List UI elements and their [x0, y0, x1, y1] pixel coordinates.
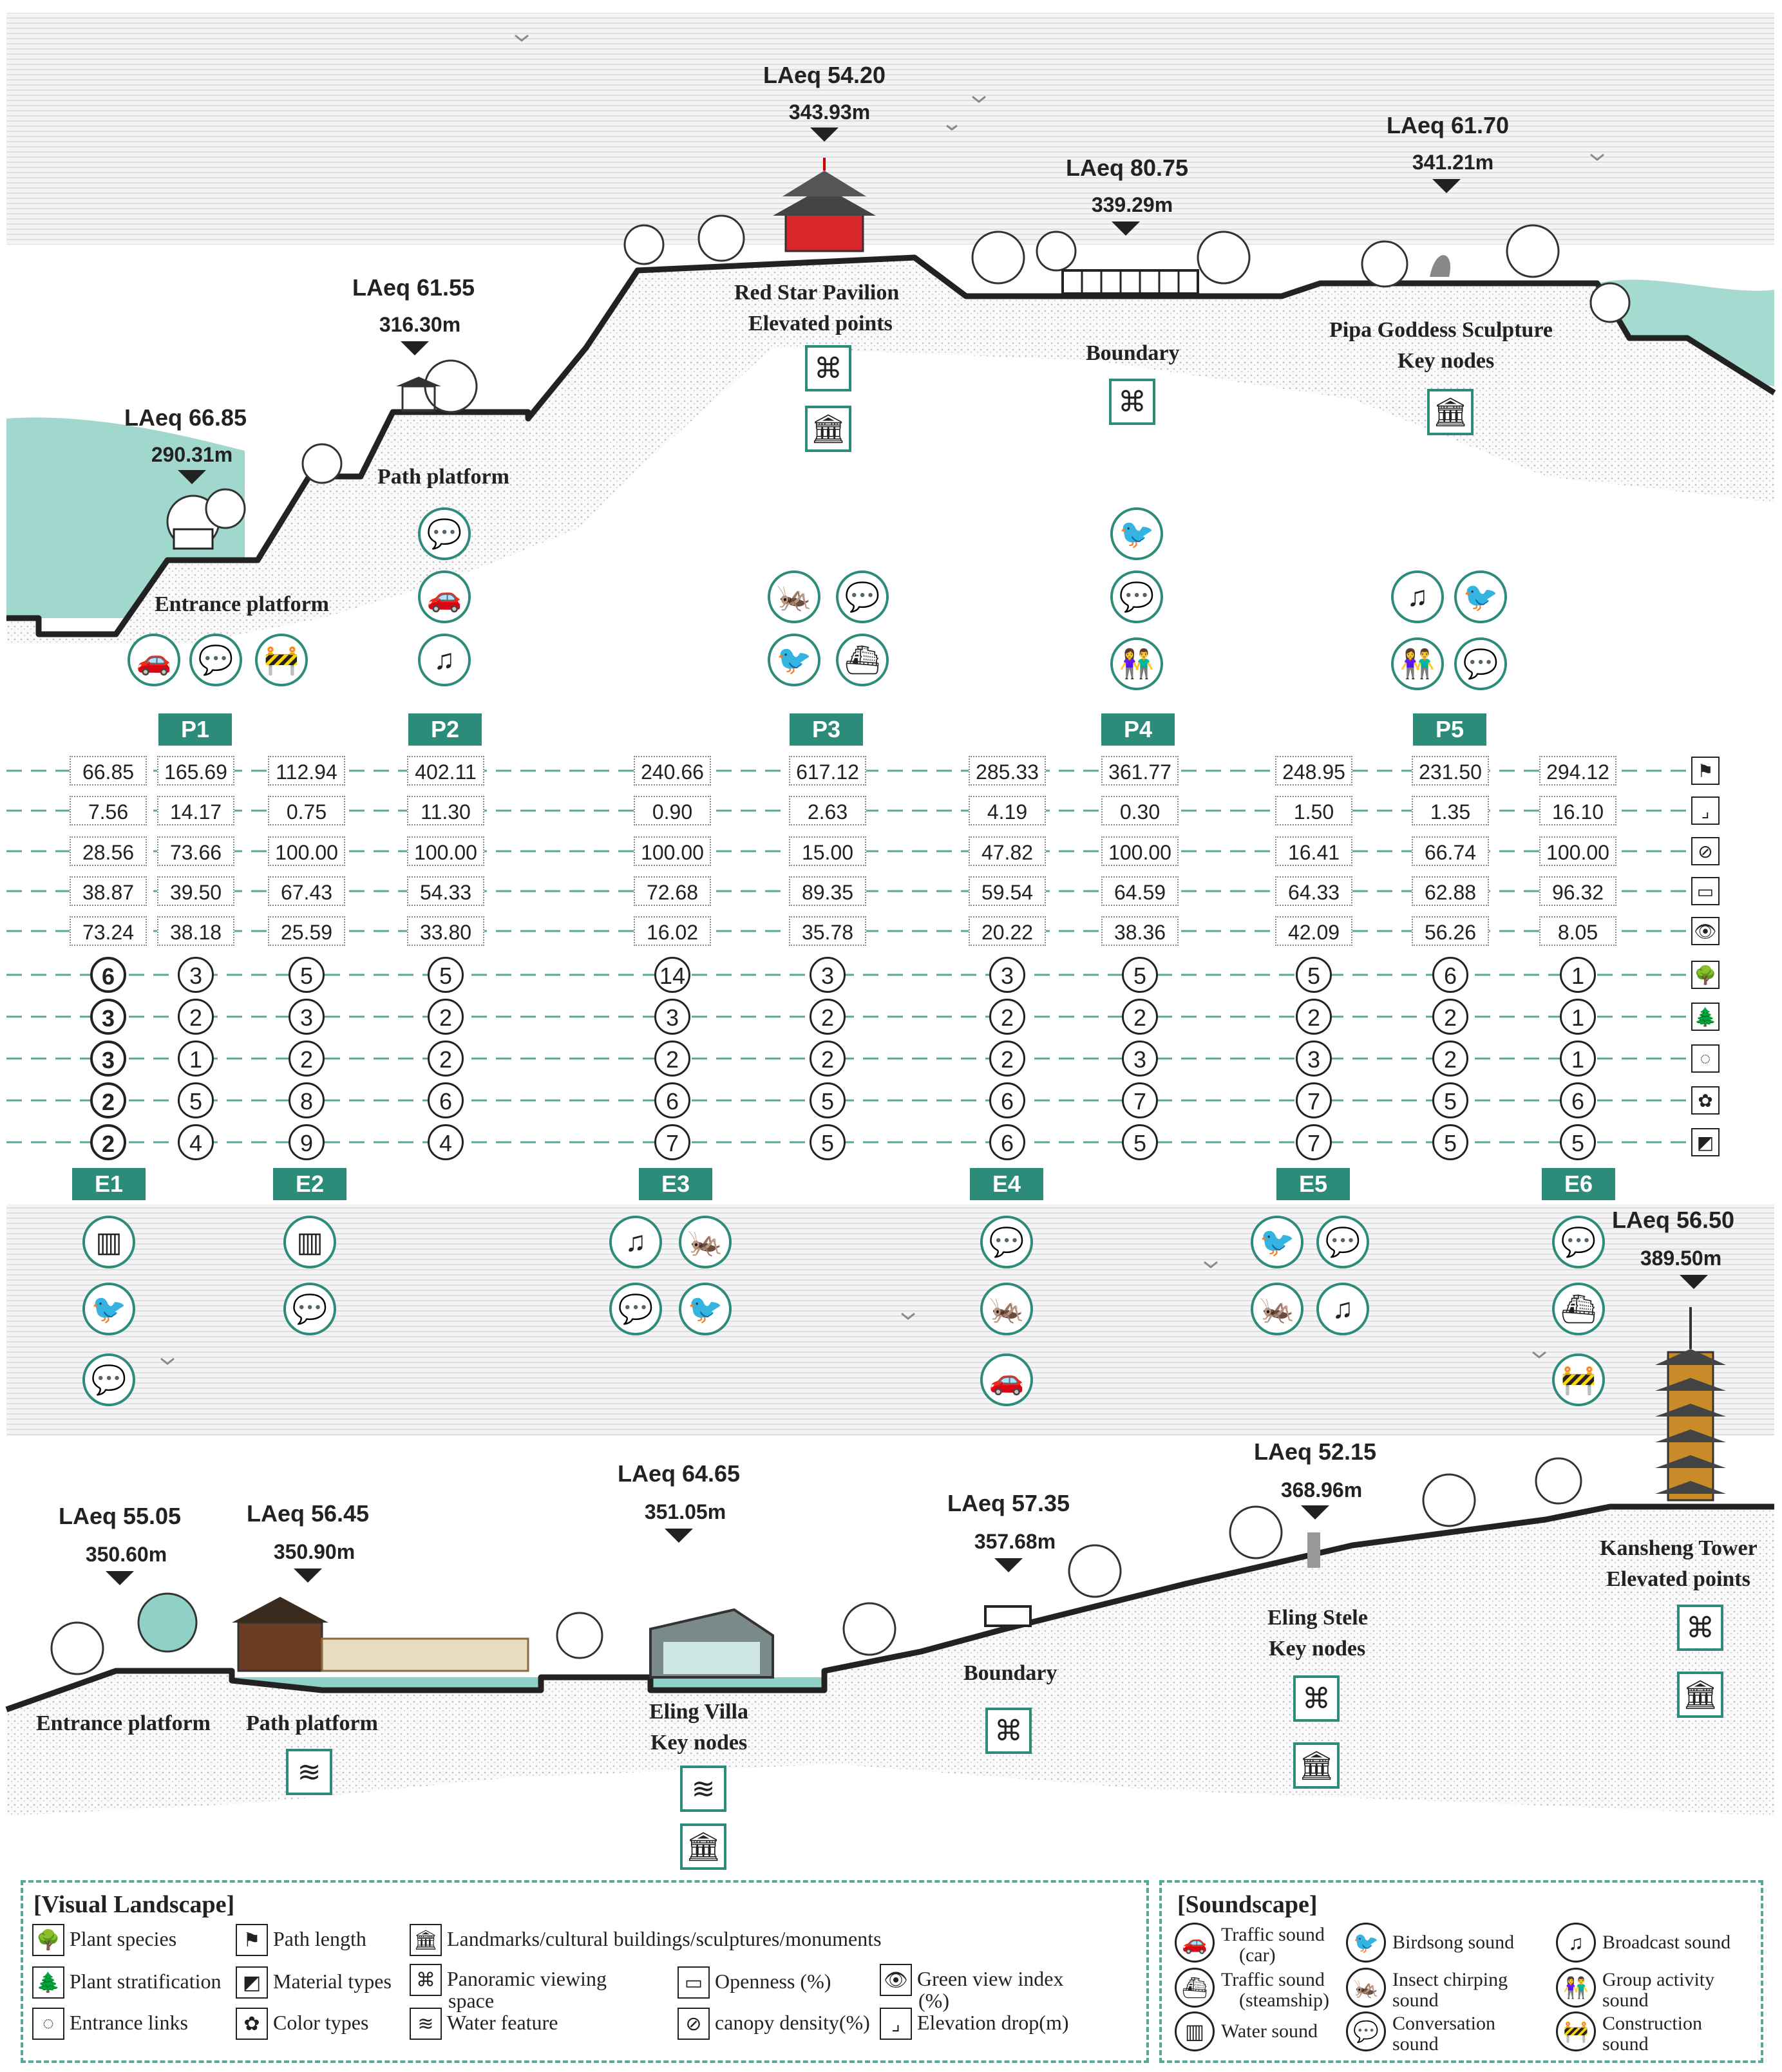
construction-icon: 🚧	[1552, 1353, 1605, 1406]
count-circle: 3	[90, 999, 126, 1035]
count-circle: 2	[1432, 999, 1468, 1035]
legend-title: [Soundscape]	[1177, 1891, 1318, 1918]
green-view-icon: 👁	[880, 1964, 912, 1996]
plant-species-icon: 🌳	[1691, 961, 1720, 989]
laeq-value: LAeq 64.65	[617, 1460, 741, 1487]
car-icon: 🚗	[128, 634, 180, 686]
table-cell: 67.43	[268, 876, 345, 906]
legend-label: (car)	[1239, 1945, 1276, 1966]
landmark-icon: 🏛	[680, 1823, 726, 1870]
group-icon: 👫	[1110, 637, 1163, 690]
count-circle: 4	[178, 1124, 214, 1160]
marker-triangle	[1680, 1275, 1708, 1289]
table-cell: 16.02	[634, 916, 711, 946]
point-badge: P4	[1101, 713, 1175, 746]
count-circle: 1	[1560, 999, 1596, 1035]
count-circle: 8	[289, 1082, 325, 1118]
conversation-icon: 💬	[418, 507, 471, 560]
legend-label: canopy density(%)	[715, 2011, 870, 2034]
marker-triangle	[1112, 221, 1140, 236]
count-circle: 1	[1560, 1041, 1596, 1077]
material-types-icon: ◩	[236, 1966, 268, 1999]
table-cell: 100.00	[407, 836, 484, 866]
count-circle: 7	[1122, 1082, 1158, 1118]
table-cell: 73.66	[157, 836, 234, 866]
count-circle: 2	[810, 1041, 846, 1077]
count-circle: 2	[1296, 999, 1332, 1035]
legend-label: Conversation	[1392, 2013, 1495, 2034]
legend-label: sound	[1602, 1990, 1649, 2011]
table-cell: 402.11	[407, 756, 484, 786]
canopy-density-icon: ⊘	[1691, 837, 1720, 865]
section-label: Kansheng Tower	[1600, 1536, 1758, 1560]
count-circle: 2	[989, 999, 1025, 1035]
table-cell: 64.59	[1101, 876, 1179, 906]
visual-landscape-legend	[21, 1880, 1149, 2063]
group-icon: 👫	[1556, 1968, 1596, 2008]
table-cell: 54.33	[407, 876, 484, 906]
count-circle: 2	[90, 1124, 126, 1160]
count-circle: 6	[1432, 957, 1468, 993]
table-cell: 0.90	[634, 796, 711, 825]
elevation-value: 290.31m	[151, 443, 233, 466]
entrance-links-icon: ◌	[1691, 1044, 1720, 1073]
table-cell: 361.77	[1101, 756, 1179, 786]
legend-label: (%)	[918, 1989, 949, 2012]
table-cell: 66.85	[70, 756, 147, 786]
table-cell: 0.30	[1101, 796, 1179, 825]
count-circle: 3	[654, 999, 690, 1035]
car-icon: 🚗	[418, 570, 471, 623]
openness-icon: ▭	[678, 1966, 710, 1999]
table-cell: 248.95	[1275, 756, 1352, 786]
water-feature-icon: ≋	[410, 2008, 442, 2040]
legend-label: Group activity	[1602, 1969, 1715, 1990]
conversation-icon: 💬	[836, 570, 889, 623]
table-cell: 35.78	[789, 916, 866, 946]
legend-label: sound	[1392, 2033, 1439, 2055]
table-cell: 72.68	[634, 876, 711, 906]
green-view-icon: 👁	[1691, 917, 1720, 945]
insect-icon: 🦗	[679, 1216, 732, 1268]
count-circle: 2	[654, 1041, 690, 1077]
water-sound-icon: ▥	[283, 1216, 336, 1268]
panoramic-icon: ⌘	[1677, 1605, 1723, 1651]
table-cell: 47.82	[969, 836, 1046, 866]
panoramic-icon: ⌘	[410, 1964, 442, 1996]
table-cell: 231.50	[1412, 756, 1489, 786]
section-label: Key nodes	[1269, 1637, 1366, 1661]
count-circle: 5	[810, 1082, 846, 1118]
section-label: Red Star Pavilion	[734, 281, 900, 305]
legend-label: Water feature	[447, 2011, 558, 2034]
color-types-icon: ✿	[1691, 1086, 1720, 1115]
laeq-value: LAeq 56.50	[1611, 1207, 1735, 1233]
conversation-icon: 💬	[980, 1216, 1033, 1268]
elevation-value: 350.90m	[273, 1540, 355, 1563]
marker-triangle	[665, 1529, 693, 1543]
count-circle: 7	[654, 1124, 690, 1160]
elevation-value: 341.21m	[1412, 151, 1494, 174]
count-circle: 2	[428, 1041, 464, 1077]
water-feature-icon: ≋	[286, 1749, 332, 1795]
point-badge: E3	[639, 1168, 712, 1200]
table-cell: 112.94	[268, 756, 345, 786]
material-types-icon: ◩	[1691, 1128, 1720, 1156]
legend-label: Green view index	[917, 1967, 1064, 1990]
car-icon: 🚗	[1175, 1923, 1215, 1963]
conversation-icon: 💬	[609, 1283, 662, 1335]
path-length-icon: ⚑	[236, 1924, 268, 1956]
legend-label: sound	[1602, 2033, 1649, 2055]
point-badge: E2	[273, 1168, 346, 1200]
music-icon: ♫	[609, 1216, 662, 1268]
table-cell: 2.63	[789, 796, 866, 825]
count-circle: 5	[1122, 957, 1158, 993]
table-cell: 7.56	[70, 796, 147, 825]
legend-label: Plant species	[70, 1927, 177, 1950]
table-cell: 100.00	[634, 836, 711, 866]
conversation-icon: 💬	[1346, 2011, 1386, 2051]
elevation-value: 339.29m	[1091, 193, 1173, 216]
legend-label: Panoramic viewing	[447, 1967, 607, 1990]
elevation-value: 350.60m	[85, 1543, 167, 1566]
count-circle: 2	[1122, 999, 1158, 1035]
count-circle: 2	[178, 999, 214, 1035]
laeq-value: LAeq 66.85	[124, 404, 247, 431]
soundscape-legend	[1159, 1880, 1763, 2063]
music-icon: ♫	[418, 634, 471, 686]
count-circle: 5	[289, 957, 325, 993]
legend-label: Openness (%)	[715, 1970, 831, 1993]
bird-icon: 🐦	[1454, 570, 1507, 623]
legend-label: Insect chirping	[1392, 1969, 1508, 1990]
elevation-drop-icon: ⌟	[880, 2008, 912, 2040]
table-cell: 38.36	[1101, 916, 1179, 946]
count-circle: 5	[178, 1082, 214, 1118]
ship-icon: ⛴	[836, 634, 889, 686]
legend-label: Water sound	[1221, 2020, 1318, 2042]
elevation-value: 316.30m	[379, 313, 461, 336]
table-cell: 28.56	[70, 836, 147, 866]
section-label: Eling Villa	[649, 1700, 748, 1724]
laeq-value: LAeq 55.05	[58, 1503, 182, 1529]
section-label: Entrance platform	[36, 1711, 211, 1735]
point-badge: P3	[790, 713, 863, 746]
point-badge: P2	[408, 713, 482, 746]
count-circle: 6	[989, 1082, 1025, 1118]
entrance-links-icon: ◌	[32, 2008, 64, 2040]
music-icon: ♫	[1316, 1283, 1369, 1335]
count-circle: 3	[1122, 1041, 1158, 1077]
landmark-icon: 🏛	[410, 1924, 442, 1956]
legend-label: Path length	[273, 1927, 366, 1950]
table-cell: 38.87	[70, 876, 147, 906]
point-badge: E4	[970, 1168, 1043, 1200]
table-cell: 38.18	[157, 916, 234, 946]
marker-triangle	[810, 127, 839, 142]
conversation-icon: 💬	[189, 634, 242, 686]
path-pavilion-illustration	[232, 1597, 528, 1671]
table-cell: 165.69	[157, 756, 234, 786]
panoramic-icon: ⌘	[1293, 1675, 1340, 1722]
count-circle: 5	[1432, 1082, 1468, 1118]
table-cell: 25.59	[268, 916, 345, 946]
elevation-value: 368.96m	[1280, 1478, 1363, 1502]
construction-icon: 🚧	[1556, 2011, 1596, 2051]
section-label: Eling Stele	[1267, 1606, 1368, 1630]
legend-label: Traffic sound	[1221, 1969, 1325, 1990]
water-feature-icon: ≋	[680, 1766, 726, 1812]
count-circle: 2	[810, 999, 846, 1035]
table-cell: 100.00	[1101, 836, 1179, 866]
laeq-value: LAeq 61.55	[352, 274, 475, 301]
table-cell: 294.12	[1539, 756, 1616, 786]
laeq-value: LAeq 56.45	[246, 1500, 370, 1527]
count-circle: 7	[1296, 1124, 1332, 1160]
point-badge: E1	[72, 1168, 146, 1200]
count-circle: 5	[810, 1124, 846, 1160]
marker-triangle	[106, 1571, 134, 1585]
count-circle: 5	[1296, 957, 1332, 993]
count-circle: 3	[90, 1041, 126, 1077]
count-circle: 2	[428, 999, 464, 1035]
bird-icon: 🐦	[82, 1283, 135, 1335]
count-circle: 3	[178, 957, 214, 993]
laeq-value: LAeq 61.70	[1386, 112, 1510, 138]
conversation-icon: 💬	[1552, 1216, 1605, 1268]
table-cell: 64.33	[1275, 876, 1352, 906]
legend-label: sound	[1392, 1990, 1439, 2011]
bird-icon: 🐦	[679, 1283, 732, 1335]
marker-triangle	[401, 341, 429, 355]
path-length-icon: ⚑	[1691, 757, 1720, 785]
count-circle: 5	[1122, 1124, 1158, 1160]
point-badge: P1	[158, 713, 232, 746]
legend-label: Entrance links	[70, 2011, 188, 2034]
count-circle: 6	[1560, 1082, 1596, 1118]
legend-label: Plant stratification	[70, 1970, 222, 1993]
insect-icon: 🦗	[1346, 1968, 1386, 2008]
table-cell: 1.50	[1275, 796, 1352, 825]
landmark-icon: 🏛	[805, 406, 851, 452]
count-circle: 5	[1432, 1124, 1468, 1160]
count-circle: 1	[1560, 957, 1596, 993]
insect-icon: 🦗	[980, 1283, 1033, 1335]
count-circle: 2	[289, 1041, 325, 1077]
table-cell: 617.12	[789, 756, 866, 786]
landmark-icon: 🏛	[1293, 1742, 1340, 1789]
eling-villa-illustration	[650, 1610, 773, 1677]
laeq-value: LAeq 80.75	[1065, 155, 1189, 181]
count-circle: 14	[654, 957, 690, 993]
count-circle: 2	[1432, 1041, 1468, 1077]
water-sound-icon: ▥	[1175, 2011, 1215, 2051]
conversation-icon: 💬	[1110, 570, 1163, 623]
conversation-icon: 💬	[1454, 637, 1507, 690]
table-cell: 20.22	[969, 916, 1046, 946]
car-icon: 🚗	[980, 1353, 1033, 1406]
ship-icon: ⛴	[1175, 1968, 1215, 2008]
count-circle: 2	[989, 1041, 1025, 1077]
legend-label: Color types	[273, 2011, 369, 2034]
count-circle: 1	[178, 1041, 214, 1077]
table-cell: 16.10	[1539, 796, 1616, 825]
elevation-value: 357.68m	[974, 1530, 1056, 1553]
conversation-icon: 💬	[283, 1283, 336, 1335]
count-circle: 6	[90, 957, 126, 993]
section-label: Elevated points	[748, 312, 893, 335]
group-icon: 👫	[1391, 637, 1444, 690]
water-sound-icon: ▥	[82, 1216, 135, 1268]
conversation-icon: 💬	[82, 1353, 135, 1406]
table-cell: 33.80	[407, 916, 484, 946]
laeq-value: LAeq 54.20	[763, 62, 886, 88]
table-cell: 11.30	[407, 796, 484, 825]
legend-label: Elevation drop(m)	[917, 2011, 1069, 2034]
bird-icon: 🐦	[1346, 1923, 1386, 1963]
table-cell: 8.05	[1539, 916, 1616, 946]
table-cell: 73.24	[70, 916, 147, 946]
table-cell: 62.88	[1412, 876, 1489, 906]
panoramic-icon: ⌘	[805, 345, 851, 391]
count-circle: 9	[289, 1124, 325, 1160]
bird-icon: 🐦	[1251, 1216, 1303, 1268]
table-cell: 240.66	[634, 756, 711, 786]
section-label: Pipa Goddess Sculpture	[1329, 318, 1553, 342]
elevation-value: 351.05m	[644, 1500, 726, 1523]
table-cell: 56.26	[1412, 916, 1489, 946]
section-label: Entrance platform	[155, 592, 330, 616]
marker-triangle	[994, 1558, 1023, 1572]
panoramic-icon: ⌘	[1109, 379, 1155, 425]
construction-icon: 🚧	[255, 634, 308, 686]
legend-label: (steamship)	[1239, 1990, 1329, 2011]
marker-triangle	[294, 1568, 322, 1583]
landmark-icon: 🏛	[1427, 389, 1474, 435]
table-cell: 14.17	[157, 796, 234, 825]
count-circle: 2	[90, 1082, 126, 1118]
count-circle: 3	[989, 957, 1025, 993]
section-label: Elevated points	[1606, 1567, 1750, 1591]
point-badge: E5	[1276, 1168, 1350, 1200]
table-cell: 100.00	[1539, 836, 1616, 866]
legend-label: Broadcast sound	[1602, 1932, 1731, 1953]
conversation-icon: 💬	[1316, 1216, 1369, 1268]
plant-species-icon: 🌳	[32, 1924, 64, 1956]
count-circle: 6	[654, 1082, 690, 1118]
marker-triangle	[178, 470, 206, 484]
openness-icon: ▭	[1691, 877, 1720, 905]
plant-stratification-icon: 🌲	[32, 1966, 64, 1999]
insect-icon: 🦗	[1251, 1283, 1303, 1335]
landmark-icon: 🏛	[1677, 1672, 1723, 1718]
panoramic-icon: ⌘	[985, 1708, 1032, 1754]
table-cell: 285.33	[969, 756, 1046, 786]
table-cell: 16.41	[1275, 836, 1352, 866]
bird-icon: 🐦	[1110, 507, 1163, 560]
ship-icon: ⛴	[1552, 1283, 1605, 1335]
insect-icon: 🦗	[768, 570, 820, 623]
point-badge: P5	[1413, 713, 1486, 746]
elevation-value: 343.93m	[788, 100, 871, 124]
color-types-icon: ✿	[236, 2008, 268, 2040]
count-circle: 4	[428, 1124, 464, 1160]
section-label: Boundary	[963, 1661, 1057, 1685]
table-cell: 59.54	[969, 876, 1046, 906]
count-circle: 5	[428, 957, 464, 993]
table-cell: 89.35	[789, 876, 866, 906]
count-circle: 6	[989, 1124, 1025, 1160]
count-circle: 6	[428, 1082, 464, 1118]
table-cell: 100.00	[268, 836, 345, 866]
marker-triangle	[1301, 1505, 1329, 1520]
legend-label: space	[448, 1989, 495, 2012]
legend-label: Material types	[273, 1970, 392, 1993]
plant-stratification-icon: 🌲	[1691, 1003, 1720, 1031]
point-badge: E6	[1542, 1168, 1615, 1200]
count-circle: 3	[810, 957, 846, 993]
laeq-value: LAeq 52.15	[1253, 1438, 1377, 1465]
elevation-value: 389.50m	[1640, 1247, 1722, 1270]
count-circle: 5	[1560, 1124, 1596, 1160]
legend-title: [Visual Landscape]	[33, 1891, 235, 1918]
marker-triangle	[1432, 179, 1461, 193]
table-cell: 96.32	[1539, 876, 1616, 906]
music-icon: ♫	[1391, 570, 1444, 623]
legend-label: Traffic sound	[1221, 1924, 1325, 1945]
legend-label: Birdsong sound	[1392, 1932, 1515, 1953]
table-cell: 4.19	[969, 796, 1046, 825]
music-icon: ♫	[1556, 1923, 1596, 1963]
legend-label: Landmarks/cultural buildings/sculptures/monuments	[447, 1927, 882, 1950]
table-cell: 39.50	[157, 876, 234, 906]
canopy-density-icon: ⊘	[678, 2008, 710, 2040]
legend-label: Construction	[1602, 2013, 1702, 2034]
bird-icon: 🐦	[768, 634, 820, 686]
section-label: Boundary	[1086, 341, 1180, 365]
section-label: Path platform	[246, 1711, 378, 1735]
table-cell: 0.75	[268, 796, 345, 825]
table-cell: 1.35	[1412, 796, 1489, 825]
table-cell: 15.00	[789, 836, 866, 866]
section-label: Key nodes	[650, 1731, 748, 1755]
count-circle: 7	[1296, 1082, 1332, 1118]
count-circle: 3	[1296, 1041, 1332, 1077]
elevation-drop-icon: ⌟	[1691, 796, 1720, 825]
count-circle: 3	[289, 999, 325, 1035]
laeq-value: LAeq 57.35	[947, 1490, 1070, 1516]
section-label: Path platform	[377, 465, 509, 489]
table-cell: 66.74	[1412, 836, 1489, 866]
section-label: Key nodes	[1398, 349, 1495, 373]
table-cell: 42.09	[1275, 916, 1352, 946]
